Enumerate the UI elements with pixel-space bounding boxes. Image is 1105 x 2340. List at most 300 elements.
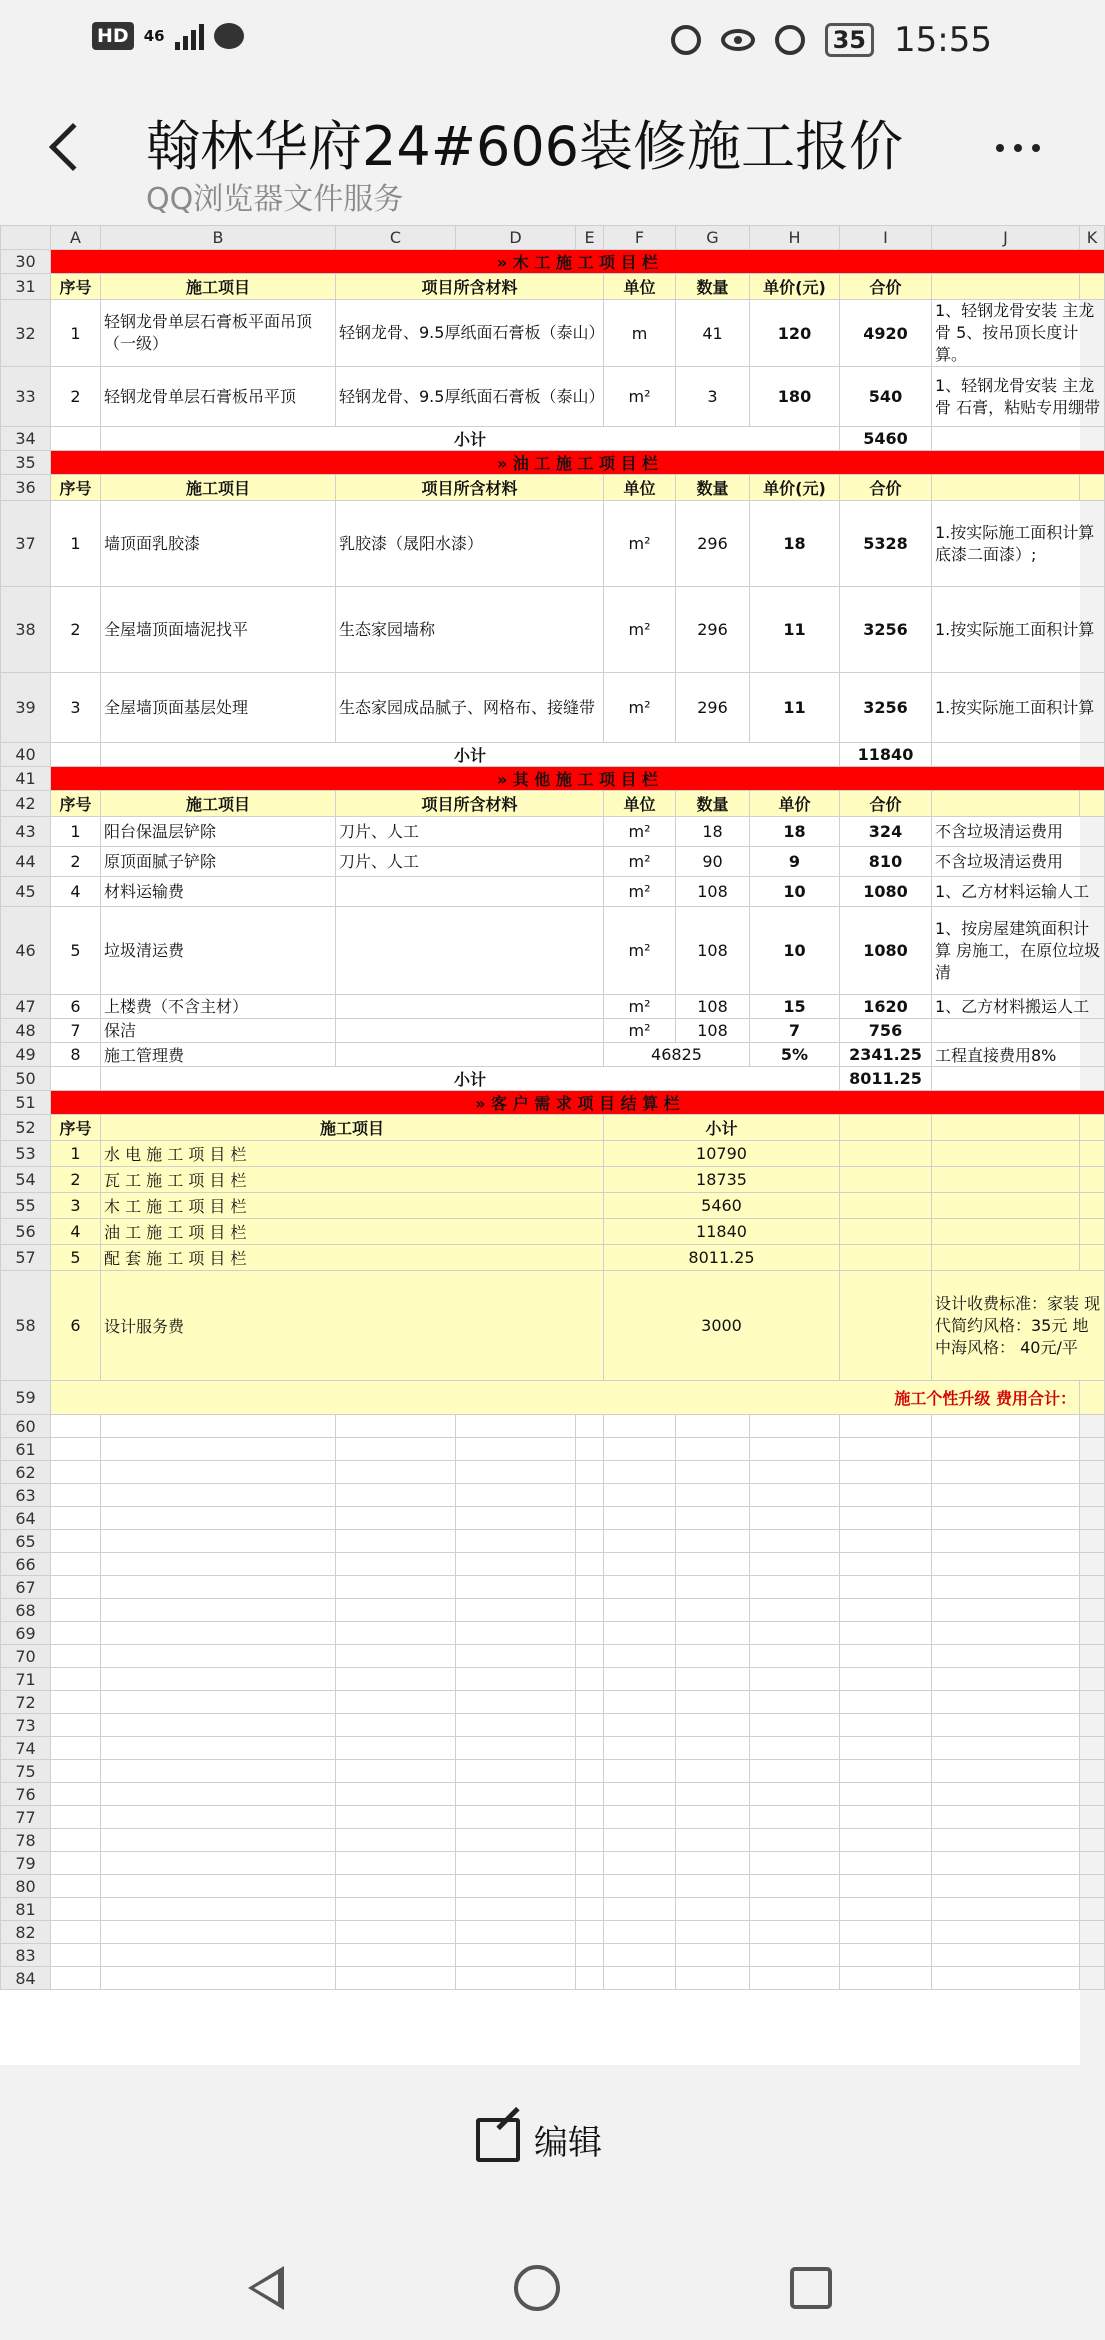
cell[interactable] [456,1415,576,1438]
cell[interactable] [932,1193,1080,1219]
cell[interactable] [1080,1760,1105,1783]
edit-button[interactable] [476,2115,602,2164]
cell[interactable] [676,1875,750,1898]
cell[interactable] [456,1461,576,1484]
cell[interactable] [456,1944,576,1967]
cell[interactable] [576,1921,604,1944]
cell[interactable] [932,1141,1080,1167]
cell[interactable] [932,1714,1080,1737]
cell[interactable] [604,1760,676,1783]
section-title[interactable]: » 木 工 施 工 项 目 栏 [51,250,1105,274]
row-number[interactable]: 82 [1,1921,51,1944]
item-number[interactable]: 3 [51,1193,101,1219]
row-number[interactable]: 65 [1,1530,51,1553]
item-unit[interactable]: m² [604,1019,676,1043]
cell[interactable] [676,1967,750,1990]
row-number[interactable]: 58 [1,1271,51,1381]
cell[interactable] [101,1875,336,1898]
cell[interactable] [932,1944,1080,1967]
item-price[interactable]: 11 [750,587,840,673]
cell[interactable] [101,1645,336,1668]
item-quantity[interactable]: 108 [676,995,750,1019]
cell[interactable] [750,1415,840,1438]
cell[interactable] [456,1599,576,1622]
cell[interactable] [101,1760,336,1783]
row-number[interactable]: 79 [1,1852,51,1875]
item-name[interactable]: 原顶面腻子铲除 [101,847,336,877]
cell[interactable] [750,1668,840,1691]
cell[interactable] [932,1438,1080,1461]
cell[interactable] [336,1829,456,1852]
cell[interactable] [750,1760,840,1783]
cell[interactable] [676,1599,750,1622]
row-number[interactable]: 74 [1,1737,51,1760]
cell[interactable] [576,1461,604,1484]
cell[interactable] [576,1783,604,1806]
column-title[interactable]: 施工项目 [101,1115,604,1141]
subtotal-label[interactable]: 小计 [101,1067,840,1091]
cell[interactable] [456,1576,576,1599]
cell[interactable] [1080,1921,1105,1944]
cell[interactable] [932,1645,1080,1668]
cell[interactable] [51,1783,101,1806]
item-name[interactable]: 全屋墙顶面基层处理 [101,673,336,743]
cell[interactable] [51,1622,101,1645]
item-quantity[interactable]: 108 [676,907,750,995]
cell[interactable] [576,1668,604,1691]
cell[interactable] [840,1141,932,1167]
item-unit[interactable]: m² [604,367,676,427]
nav-recent-icon[interactable] [790,2267,832,2309]
cell[interactable] [456,1737,576,1760]
cell[interactable] [750,1599,840,1622]
cell[interactable] [840,1622,932,1645]
row-number[interactable]: 62 [1,1461,51,1484]
item-material[interactable] [336,877,604,907]
cell[interactable] [101,1438,336,1461]
cell[interactable] [51,1829,101,1852]
item-unit[interactable]: m² [604,587,676,673]
column-title[interactable]: 数量 [676,274,750,300]
cell[interactable] [336,1507,456,1530]
cell[interactable] [336,1622,456,1645]
cell[interactable] [676,1668,750,1691]
cell[interactable] [1080,1438,1105,1461]
cell[interactable] [576,1553,604,1576]
cell[interactable] [932,1898,1080,1921]
item-note[interactable] [932,1019,1105,1043]
cell[interactable] [456,1668,576,1691]
cell[interactable] [101,1415,336,1438]
item-number[interactable]: 2 [51,847,101,877]
cell[interactable] [750,1438,840,1461]
item-name[interactable]: 阳台保温层铲除 [101,817,336,847]
cell[interactable] [1080,1115,1105,1141]
cell[interactable] [604,1806,676,1829]
item-number[interactable]: 5 [51,907,101,995]
row-number[interactable]: 83 [1,1944,51,1967]
column-header[interactable]: G [676,226,750,250]
item-total[interactable]: 810 [840,847,932,877]
cell[interactable] [1080,791,1105,817]
fee-base[interactable]: 46825 [604,1043,750,1067]
summary-value[interactable]: 18735 [604,1167,840,1193]
more-options-icon[interactable] [996,144,1040,152]
cell[interactable] [932,1461,1080,1484]
subtotal-label[interactable]: 小计 [101,427,840,451]
cell[interactable] [101,1783,336,1806]
cell[interactable] [750,1461,840,1484]
cell[interactable] [336,1484,456,1507]
cell[interactable] [1080,1714,1105,1737]
item-note[interactable]: 工程直接费用8% [932,1043,1105,1067]
cell[interactable] [840,1829,932,1852]
column-title[interactable]: 序号 [51,274,101,300]
cell[interactable] [604,1484,676,1507]
cell[interactable] [576,1714,604,1737]
row-number[interactable]: 78 [1,1829,51,1852]
item-number[interactable]: 3 [51,673,101,743]
cell[interactable] [604,1829,676,1852]
row-number[interactable]: 60 [1,1415,51,1438]
item-quantity[interactable]: 296 [676,587,750,673]
item-quantity[interactable]: 296 [676,501,750,587]
cell[interactable] [576,1576,604,1599]
cell[interactable] [51,1668,101,1691]
cell[interactable] [840,1898,932,1921]
item-note[interactable]: 1、轻钢龙骨安装 主龙骨 石膏，粘贴专用绷带 [932,367,1105,427]
column-title[interactable]: 项目所含材料 [336,274,604,300]
row-number[interactable]: 51 [1,1091,51,1115]
cell[interactable] [51,1645,101,1668]
cell[interactable] [840,1852,932,1875]
cell[interactable] [840,1415,932,1438]
row-number[interactable]: 77 [1,1806,51,1829]
item-total[interactable]: 1080 [840,877,932,907]
row-number[interactable]: 72 [1,1691,51,1714]
column-title[interactable]: 序号 [51,1115,101,1141]
cell[interactable] [604,1668,676,1691]
column-title[interactable]: 合价 [840,475,932,501]
cell[interactable] [51,1760,101,1783]
cell[interactable] [1080,1944,1105,1967]
item-name[interactable]: 轻钢龙骨单层石膏板平面吊顶（一级） [101,300,336,367]
cell[interactable] [101,1484,336,1507]
cell[interactable] [840,1691,932,1714]
item-total[interactable]: 3256 [840,587,932,673]
cell[interactable] [336,1530,456,1553]
item-number[interactable]: 4 [51,877,101,907]
item-unit[interactable]: m² [604,847,676,877]
item-price[interactable]: 10 [750,877,840,907]
cell[interactable] [604,1783,676,1806]
cell[interactable] [750,1898,840,1921]
cell[interactable] [604,1898,676,1921]
row-number[interactable]: 73 [1,1714,51,1737]
item-total[interactable]: 5328 [840,501,932,587]
cell[interactable] [676,1852,750,1875]
cell[interactable] [932,1760,1080,1783]
cell[interactable] [840,1599,932,1622]
cell[interactable] [336,1714,456,1737]
cell[interactable] [336,1415,456,1438]
cell[interactable] [1080,1576,1105,1599]
cell[interactable] [51,1576,101,1599]
item-name[interactable]: 全屋墙顶面墙泥找平 [101,587,336,673]
item-total[interactable]: 756 [840,1019,932,1043]
cell[interactable] [750,1921,840,1944]
cell[interactable] [604,1507,676,1530]
cell[interactable] [1080,274,1105,300]
item-number[interactable]: 2 [51,1167,101,1193]
cell[interactable] [456,1622,576,1645]
section-title[interactable]: » 其 他 施 工 项 目 栏 [51,767,1105,791]
item-total[interactable]: 324 [840,817,932,847]
item-number[interactable]: 8 [51,1043,101,1067]
item-total[interactable]: 1620 [840,995,932,1019]
cell[interactable] [750,1967,840,1990]
cell[interactable] [932,475,1080,501]
item-number[interactable]: 1 [51,501,101,587]
cell[interactable] [932,1737,1080,1760]
cell[interactable] [750,1737,840,1760]
cell[interactable] [932,1599,1080,1622]
cell[interactable] [932,743,1105,767]
item-material[interactable]: 轻钢龙骨、9.5厚纸面石膏板（泰山） [336,300,604,367]
column-header[interactable]: I [840,226,932,250]
item-quantity[interactable]: 3 [676,367,750,427]
cell[interactable] [840,1115,932,1141]
row-number[interactable]: 76 [1,1783,51,1806]
row-number[interactable]: 69 [1,1622,51,1645]
item-quantity[interactable]: 41 [676,300,750,367]
cell[interactable] [576,1898,604,1921]
cell[interactable] [604,1967,676,1990]
cell[interactable] [676,1760,750,1783]
cell[interactable] [51,1852,101,1875]
cell[interactable] [576,1645,604,1668]
row-number[interactable]: 55 [1,1193,51,1219]
cell[interactable] [932,1219,1080,1245]
grand-total-label[interactable]: 施工个性升级 费用合计： [51,1381,1080,1415]
column-title[interactable]: 单价 [750,791,840,817]
item-name[interactable]: 上楼费（不含主材） [101,995,336,1019]
row-number[interactable]: 57 [1,1245,51,1271]
item-price[interactable]: 9 [750,847,840,877]
item-total[interactable]: 1080 [840,907,932,995]
cell[interactable] [932,1852,1080,1875]
cell[interactable] [456,1507,576,1530]
cell[interactable] [750,1553,840,1576]
cell[interactable] [750,1829,840,1852]
cell[interactable] [750,1507,840,1530]
cell[interactable] [750,1806,840,1829]
corner-cell[interactable] [1,226,51,250]
cell[interactable] [101,1576,336,1599]
cell[interactable] [456,1553,576,1576]
column-title[interactable]: 单位 [604,274,676,300]
cell[interactable] [840,1461,932,1484]
item-material[interactable]: 生态家园成品腻子、网格布、接缝带 [336,673,604,743]
cell[interactable] [456,1829,576,1852]
item-price[interactable]: 180 [750,367,840,427]
item-material[interactable]: 刀片、人工 [336,847,604,877]
cell[interactable] [840,1530,932,1553]
cell[interactable] [101,1691,336,1714]
design-fee-note[interactable]: 设计收费标准：家装 现代简约风格：35元 地中海风格： 40元/平 [932,1271,1105,1381]
cell[interactable] [750,1852,840,1875]
item-price[interactable]: 18 [750,501,840,587]
cell[interactable] [840,1167,932,1193]
row-number[interactable]: 84 [1,1967,51,1990]
cell[interactable] [750,1576,840,1599]
column-title[interactable]: 数量 [676,475,750,501]
summary-item[interactable]: 油 工 施 工 项 目 栏 [101,1219,604,1245]
cell[interactable] [604,1576,676,1599]
cell[interactable] [336,1921,456,1944]
cell[interactable] [932,1691,1080,1714]
row-number[interactable]: 66 [1,1553,51,1576]
cell[interactable] [604,1438,676,1461]
cell[interactable] [51,1507,101,1530]
row-number[interactable]: 50 [1,1067,51,1091]
cell[interactable] [336,1806,456,1829]
cell[interactable] [51,1944,101,1967]
cell[interactable] [51,743,101,767]
cell[interactable] [336,1898,456,1921]
cell[interactable] [750,1875,840,1898]
cell[interactable] [1080,1530,1105,1553]
column-title[interactable]: 合价 [840,791,932,817]
item-number[interactable]: 6 [51,1271,101,1381]
cell[interactable] [932,1484,1080,1507]
subtotal-label[interactable]: 小计 [101,743,840,767]
summary-item[interactable]: 瓦 工 施 工 项 目 栏 [101,1167,604,1193]
row-number[interactable]: 80 [1,1875,51,1898]
row-number[interactable]: 56 [1,1219,51,1245]
item-name[interactable]: 轻钢龙骨单层石膏板吊平顶 [101,367,336,427]
cell[interactable] [1080,1829,1105,1852]
cell[interactable] [932,1067,1105,1091]
row-number[interactable]: 37 [1,501,51,587]
cell[interactable] [932,1530,1080,1553]
cell[interactable] [456,1484,576,1507]
row-number[interactable]: 52 [1,1115,51,1141]
cell[interactable] [840,1484,932,1507]
cell[interactable] [1080,1219,1105,1245]
cell[interactable] [676,1530,750,1553]
column-header[interactable]: E [576,226,604,250]
cell[interactable] [576,1599,604,1622]
item-quantity[interactable]: 108 [676,877,750,907]
cell[interactable] [932,274,1080,300]
cell[interactable] [51,1461,101,1484]
row-number[interactable]: 40 [1,743,51,767]
cell[interactable] [676,1415,750,1438]
cell[interactable] [576,1691,604,1714]
item-note[interactable]: 不含垃圾清运费用 [932,817,1105,847]
column-title[interactable]: 项目所含材料 [336,475,604,501]
item-note[interactable]: 1、乙方材料运输人工 [932,877,1105,907]
section-title[interactable]: » 客 户 需 求 项 目 结 算 栏 [51,1091,1105,1115]
cell[interactable] [336,1461,456,1484]
cell[interactable] [932,1115,1080,1141]
cell[interactable] [51,1737,101,1760]
item-price[interactable]: 11 [750,673,840,743]
cell[interactable] [932,1553,1080,1576]
cell[interactable] [604,1553,676,1576]
item-quantity[interactable]: 18 [676,817,750,847]
item-name[interactable]: 保洁 [101,1019,336,1043]
cell[interactable] [1080,1507,1105,1530]
row-number[interactable]: 49 [1,1043,51,1067]
item-price[interactable]: 7 [750,1019,840,1043]
cell[interactable] [101,1553,336,1576]
cell[interactable] [1080,1141,1105,1167]
item-price[interactable]: 120 [750,300,840,367]
cell[interactable] [604,1921,676,1944]
cell[interactable] [1080,1668,1105,1691]
row-number[interactable]: 43 [1,817,51,847]
row-number[interactable]: 33 [1,367,51,427]
item-total[interactable]: 540 [840,367,932,427]
row-number[interactable]: 68 [1,1599,51,1622]
cell[interactable] [604,1852,676,1875]
cell[interactable] [576,1622,604,1645]
summary-value[interactable]: 11840 [604,1219,840,1245]
cell[interactable] [51,1714,101,1737]
summary-value[interactable]: 10790 [604,1141,840,1167]
cell[interactable] [336,1737,456,1760]
row-number[interactable]: 32 [1,300,51,367]
cell[interactable] [51,1806,101,1829]
row-number[interactable]: 39 [1,673,51,743]
cell[interactable] [932,1622,1080,1645]
cell[interactable] [932,791,1080,817]
item-name[interactable]: 材料运输费 [101,877,336,907]
item-name[interactable]: 施工管理费 [101,1043,336,1067]
cell[interactable] [101,1714,336,1737]
row-number[interactable]: 30 [1,250,51,274]
cell[interactable] [576,1852,604,1875]
cell[interactable] [676,1921,750,1944]
item-note[interactable]: 不含垃圾清运费用 [932,847,1105,877]
column-title[interactable]: 序号 [51,475,101,501]
cell[interactable] [336,1599,456,1622]
cell[interactable] [1080,475,1105,501]
cell[interactable] [576,1484,604,1507]
cell[interactable] [1080,1599,1105,1622]
cell[interactable] [840,1645,932,1668]
cell[interactable] [336,1760,456,1783]
column-title[interactable]: 项目所含材料 [336,791,604,817]
summary-item[interactable]: 设计服务费 [101,1271,604,1381]
cell[interactable] [51,1691,101,1714]
cell[interactable] [336,1438,456,1461]
cell[interactable] [1080,1553,1105,1576]
cell[interactable] [604,1530,676,1553]
item-material[interactable] [336,907,604,995]
item-unit[interactable]: m² [604,817,676,847]
column-title[interactable]: 小计 [604,1115,840,1141]
cell[interactable] [51,1438,101,1461]
cell[interactable] [336,1576,456,1599]
cell[interactable] [750,1622,840,1645]
cell[interactable] [1080,1461,1105,1484]
row-number[interactable]: 35 [1,451,51,475]
row-number[interactable]: 47 [1,995,51,1019]
cell[interactable] [932,1783,1080,1806]
